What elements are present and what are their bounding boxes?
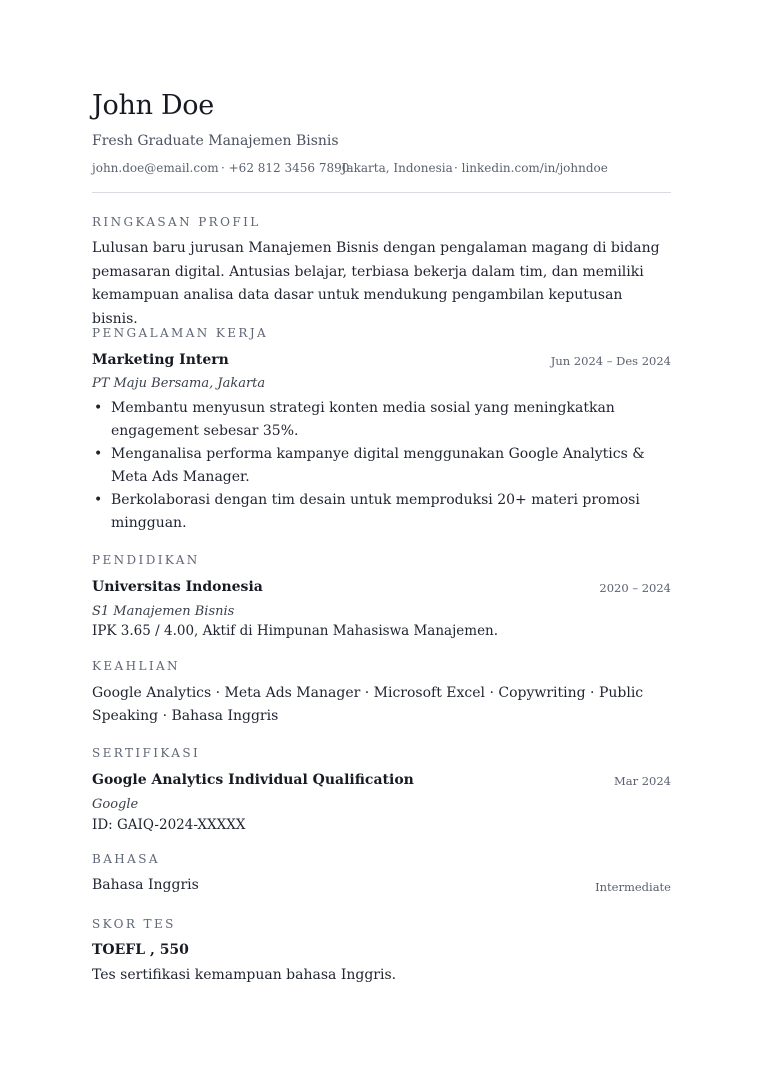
section-title-education: PENDIDIKAN [92,553,200,567]
header-divider [92,192,671,193]
section-title-skills: KEAHLIAN [92,659,180,673]
experience-company: PT Maju Bersama, Jakarta [92,376,266,391]
experience-role: Marketing Intern [92,352,229,368]
list-item: • Menganalisa performa kampanye digital menggunakan Google Analytics & Meta Ads Manager. [94,446,645,485]
list-item: • Membantu menyusun strategi konten media sosial yang meningkatkan engagement sebesar 35%. [94,400,615,439]
section-title-languages: BAHASA [92,852,160,866]
language-level: Intermediate [595,880,671,894]
section-title-profile: RINGKASAN PROFIL [92,215,261,229]
certification-id: ID: GAIQ-2024-XXXXX [92,817,246,833]
certification-date: Mar 2024 [613,774,671,788]
education-degree: S1 Manajemen Bisnis [92,604,235,619]
candidate-headline: Fresh Graduate Manajemen Bisnis [92,133,339,149]
list-item: • Berkolaborasi dengan tim desain untuk memproduksi 20+ materi promosi mingguan. [94,492,640,531]
education-school: Universitas Indonesia [92,579,263,595]
certification-issuer: Google [92,797,139,812]
skills-list: Google Analytics · Meta Ads Manager · Microsoft Excel · Copywriting · Public Speaking · Bahasa Inggris [92,685,644,724]
experience-bullet-list [92,397,671,535]
contact-email: john.doe@email.com [92,161,219,175]
education-details: IPK 3.65 / 4.00, Aktif di Himpunan Mahasiswa Manajemen. [92,623,499,639]
contact-location: · Jakarta, Indonesia [334,161,453,175]
test-name: TOEFL , 550 [92,942,189,958]
profile-summary: Lulusan baru jurusan Manajemen Bisnis dengan pengalaman magang di bidang pemasaran digital. Antusias belajar, terbiasa bekerja dalam tim, dan memiliki kemampuan analisa data dasar untuk mendukung pengambilan keputusan bisnis. [92,240,660,327]
education-dates: 2020 – 2024 [599,581,671,595]
contact-phone: · +62 812 3456 7890 [221,161,350,175]
section-title-experience: PENGALAMAN KERJA [92,326,269,340]
experience-dates: Jun 2024 – Des 2024 [550,354,671,368]
contact-linkedin: · linkedin.com/in/johndoe [454,161,608,175]
certification-name: Google Analytics Individual Qualification [92,772,414,788]
language-name: Bahasa Inggris [92,877,199,893]
candidate-name: John Doe [92,90,214,121]
test-description: Tes sertifikasi kemampuan bahasa Inggris. [92,967,397,983]
section-title-tests: SKOR TES [92,917,176,931]
section-title-certifications: SERTIFIKASI [92,746,201,760]
